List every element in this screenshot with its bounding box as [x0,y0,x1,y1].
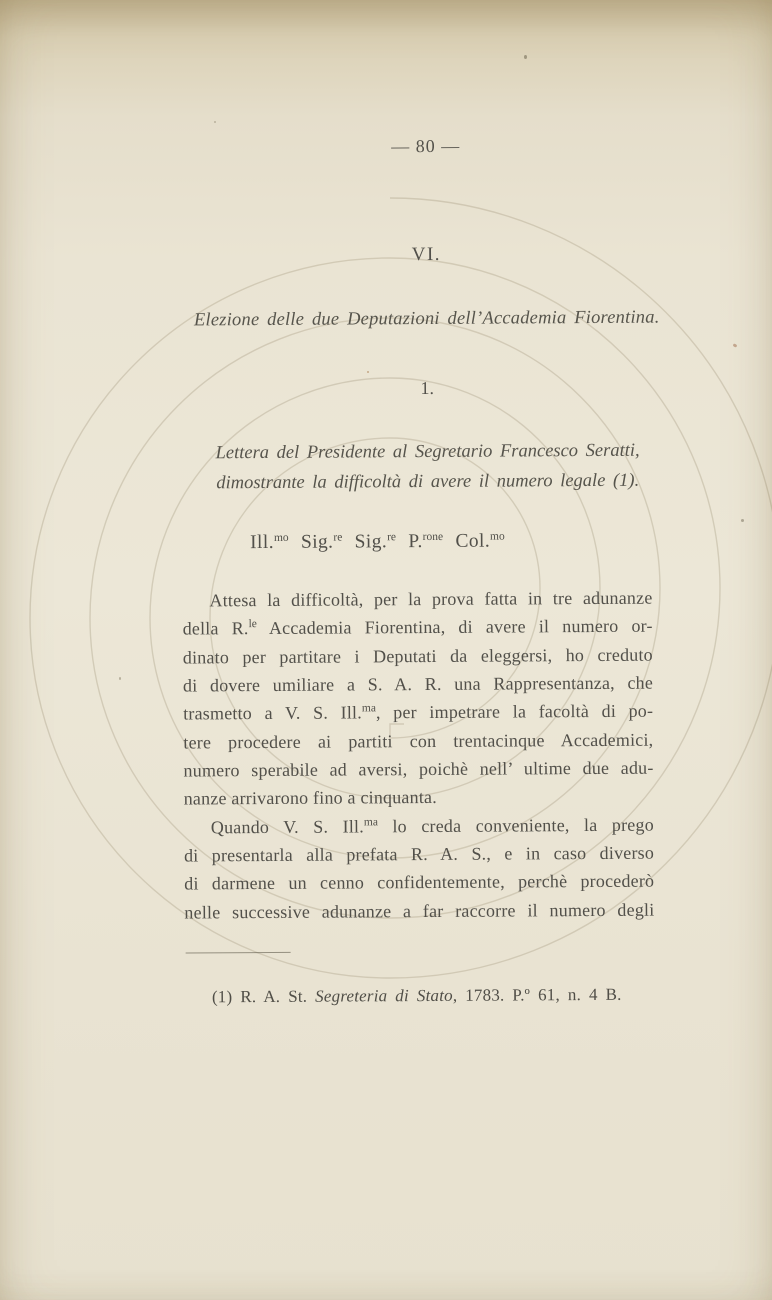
body-line: tere procedere ai partiti con trentacinque Accademici, [183,729,654,753]
section-numeral: VI. [411,243,442,266]
paper-speck [741,519,744,522]
body-line: trasmetto a V. S. Ill.$^{ma}$, per impetrare la facoltà di po- [183,701,654,724]
page-content [179,0,679,1300]
footnote-suffix: , 1783. P.º 61, n. 4 B. [452,984,622,1005]
body-line: Quando V. S. Ill.$^{ma}$ lo creda conveniente, la prego [210,814,654,838]
page-number: — 80 — [391,135,461,157]
section-title: Elezione delle due Deputazioni dell’Accademia Fiorentina. [193,307,660,331]
letter-body [182,588,654,931]
salutation: Ill.$^{mo}$ Sig.$^{re}$ Sig.$^{re}$ P.$^{rone}$ Col.$^{mo}$ [250,530,505,554]
paper-speck [733,343,738,348]
letter-caption [181,435,673,498]
body-line: di dovere umiliare a S. A. R. una Rappresentanza, che [182,672,654,696]
body-line: nelle successive adunanze a far raccorre il numero degli [184,899,655,923]
footnote-source-italic: Segreteria di Stato [315,985,453,1006]
body-line: Attesa la difficoltà, per la prova fatta in tre adunanze [209,587,653,611]
footnote [212,985,657,1008]
body-line: numero sperabile ad aversi, poichè nell’ ultime due adu- [183,757,654,781]
body-line: di darmene un cenno confidentemente, perchè procederò [184,871,655,894]
letter-caption-line: Lettera del Presidente al Segretario Francesco Seratti, [215,440,640,464]
letter-caption-line: dimostrante la difficoltà di avere il numero legale (1). [216,470,640,494]
body-line: di presentarla alla prefata R. A. S., e in caso diverso [183,842,655,866]
footnote-prefix: (1) R. A. St. [211,986,316,1007]
body-line: dinato per partitare i Deputati da eleggersi, ho creduto [182,644,653,668]
footnote-rule [186,952,291,954]
body-line: nanze arrivarono fino a cinquanta. [183,787,437,809]
paper-speck [119,677,121,680]
body-line: della R.$^{le}$ Accademia Fiorentina, di avere il numero or- [182,615,653,639]
item-number: 1. [420,377,435,399]
